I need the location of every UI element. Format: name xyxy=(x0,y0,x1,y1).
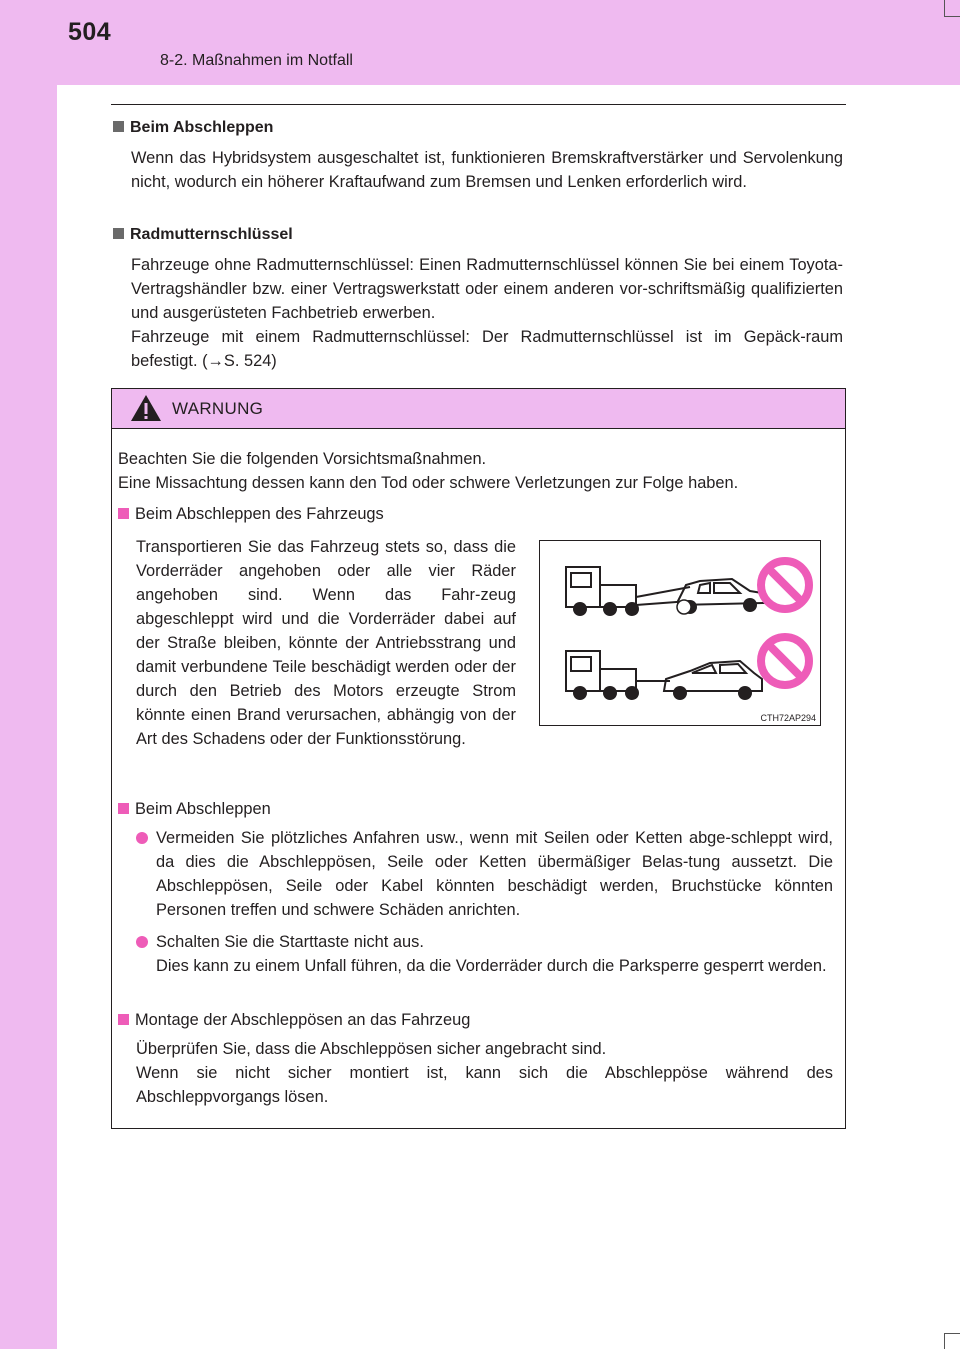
bullet-text: Schalten Sie die Starttaste nicht aus. xyxy=(156,933,424,951)
header-band xyxy=(57,0,960,85)
warning-paragraph: Überprüfen Sie, dass die Abschleppösen sicher angebracht sind. xyxy=(136,1040,607,1058)
side-band xyxy=(0,0,57,1349)
square-bullet-icon xyxy=(118,803,129,814)
section-paragraph: Fahrzeuge ohne Radmutternschlüssel: Einen Radmutternschlüssel können Sie bei einem Toyota-Vertragshändler bzw. einer Vertragswerkstatt oder einem anderen vor-schriftsmäßig qualifizierten und ausgerüsteten Fachbetrieb erwerben. xyxy=(131,256,843,322)
circle-bullet-icon xyxy=(136,832,148,844)
warning-paragraph: Wenn sie nicht sicher montiert ist, kann sich die Abschleppöse während des Abschleppvorgangs lösen. xyxy=(136,1064,833,1106)
bullet-text: Dies kann zu einem Unfall führen, da die Vorderräder durch die Parksperre gesperrt werden. xyxy=(156,957,827,975)
square-bullet-icon xyxy=(113,121,124,132)
warning-header xyxy=(112,389,845,429)
warning-label: WARNUNG xyxy=(172,399,264,418)
section-paragraph: Wenn das Hybridsystem ausgeschaltet ist, funktionieren Bremskraftverstärker und Servolenkung nicht, wodurch ein höherer Kraftaufwand zum Bremsen und Lenken erforderlich wird. xyxy=(131,149,843,191)
page-number: 504 xyxy=(68,18,112,46)
section-title: Beim Abschleppen xyxy=(113,118,843,138)
towing-illustration xyxy=(539,540,821,726)
crop-mark xyxy=(944,16,960,17)
warning-towing-text xyxy=(118,535,516,751)
square-bullet-icon xyxy=(113,228,124,239)
warning-intro-line: Beachten Sie die folgenden Vorsichtsmaßnahmen. xyxy=(118,450,487,468)
warning-subtitle: Beim Abschleppen xyxy=(118,797,833,821)
figure-code: CTH72AP294 xyxy=(760,713,816,723)
chapter-title: 8-2. Maßnahmen im Notfall xyxy=(160,52,353,69)
bullet-text: Vermeiden Sie plötzliches Anfahren usw., wenn mit Seilen oder Ketten abge-schleppt wird, da dies die Abschleppösen, Seile oder Ketten übermäßiger Belas-tung aussetzt. Die Abschleppösen, Seile oder Kabel könnten beschädigt werden, Bruchstücke könnten Personen treffen und schwere Schäden anrichten. xyxy=(156,829,833,919)
tow-truck-illustration-icon xyxy=(540,541,820,711)
warning-bullet-list xyxy=(118,826,833,978)
list-item xyxy=(118,930,833,978)
square-bullet-icon xyxy=(118,508,129,519)
warning-box xyxy=(111,388,846,1129)
crop-mark xyxy=(944,1333,960,1334)
warning-triangle-icon xyxy=(130,394,162,422)
warning-subtitle: Beim Abschleppen des Fahrzeugs xyxy=(118,502,833,526)
square-bullet-icon xyxy=(118,1014,129,1025)
warning-subtitle: Montage der Abschleppösen an das Fahrzeug xyxy=(118,1008,833,1032)
section-paragraph: Fahrzeuge mit einem Radmutternschlüssel: Der Radmutternschlüssel ist im Gepäck-raum befestigt. (→S. 524) xyxy=(131,328,843,370)
circle-bullet-icon xyxy=(136,936,148,948)
warning-intro xyxy=(118,447,833,495)
warning-mount-text xyxy=(118,1037,833,1109)
bullet-text-group xyxy=(156,930,833,978)
section-wheel-nut-wrench xyxy=(113,225,843,373)
warning-paragraph: Transportieren Sie das Fahrzeug stets so, dass die Vorderräder angehoben oder alle vier Räder angehoben sind. Wenn das Fahr-zeug abgeschleppt wird und die Vorderräder dabei auf der Straße bleiben, könnte der Antriebsstrang und damit verbundene Teile beschädigt werden oder der durch den Betrieb des Motors erzeugte Strom könnte einen Brand verursachen, abhängig von der Art des Schadens oder der Funktionsstörung. xyxy=(136,538,516,748)
section-towing xyxy=(113,118,843,194)
crop-mark xyxy=(944,1334,945,1349)
section-title: Radmutternschlüssel xyxy=(113,225,843,245)
header-rule xyxy=(111,104,846,105)
list-item xyxy=(118,826,833,922)
warning-intro-line: Eine Missachtung dessen kann den Tod oder schwere Verletzungen zur Folge haben. xyxy=(118,474,739,492)
crop-mark xyxy=(944,0,945,16)
